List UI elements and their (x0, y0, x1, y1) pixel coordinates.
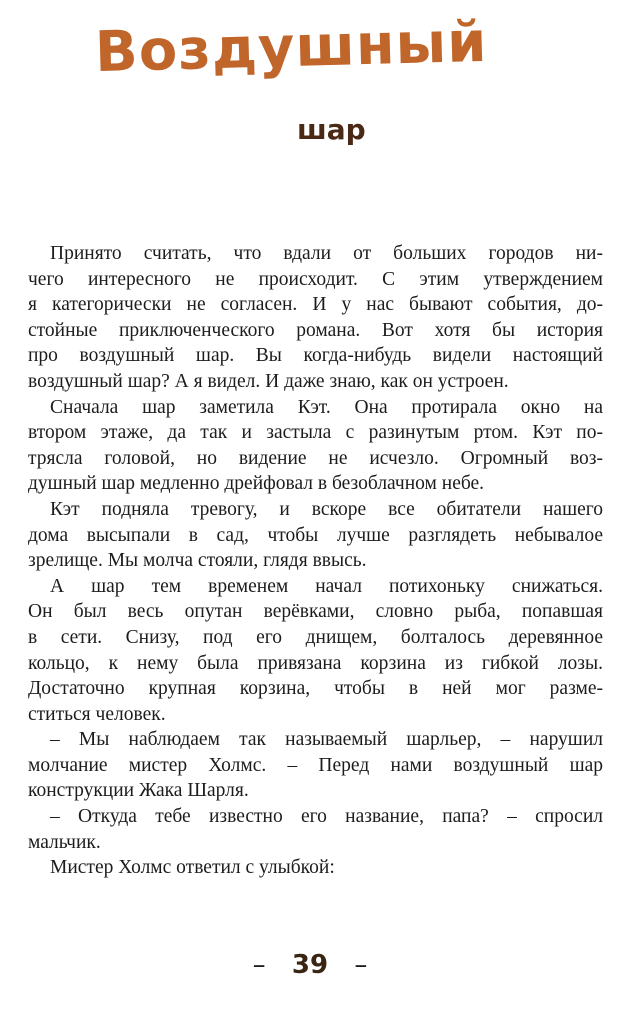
text-line: Он был весь опутан верёвками, словно рыба, попавшая (28, 601, 603, 623)
chapter-subtitle: шар (297, 113, 366, 146)
text-line: ститься человек. (28, 703, 166, 725)
text-line: про воздушный шар. Вы когда-нибудь видели настоящий (28, 345, 603, 367)
text-line: зрелище. Мы молча стояли, глядя ввысь. (28, 550, 367, 572)
text-line: втором этаже, да так и застыла с разинутым ртом. Кэт по- (28, 422, 603, 444)
page-number-value: 39 (291, 950, 329, 980)
text-line: – Откуда тебе известно его название, папа? – спросил (50, 806, 603, 828)
text-line: – Мы наблюдаем так называемый шарльер, – нарушил (50, 729, 603, 751)
text-line: воздушный шар? А я видел. И даже знаю, как он устроен. (28, 370, 509, 392)
text-line: душный шар медленно дрейфовал в безоблачном небе. (28, 473, 485, 495)
body-text (28, 241, 603, 881)
page-number-left-dash: – (252, 950, 266, 980)
page-number-right-dash: – (354, 950, 368, 980)
text-line: я категорически не согласен. И у нас бывают события, до- (28, 294, 603, 316)
text-line: Принято считать, что вдали от больших городов ни- (50, 243, 603, 264)
text-line: конструкции Жака Шарля. (28, 780, 249, 802)
text-line: Достаточно крупная корзина, чтобы в ней мог разме- (28, 678, 603, 700)
page-number (0, 950, 620, 980)
text-line: в сети. Снизу, под его днищем, болталось деревянное (28, 626, 603, 648)
text-line: мальчик. (28, 831, 101, 853)
text-line: трясла головой, но видение не исчезло. Огромный воз- (28, 447, 603, 469)
text-line: Кэт подняла тревогу, и вскоре все обитатели нашего (50, 498, 603, 520)
text-line: Сначала шар заметила Кэт. Она протирала окно на (50, 396, 603, 418)
text-line: чего интересного не происходит. С этим утверждением (28, 268, 603, 290)
text-line: Мистер Холмс ответил с улыбкой: (50, 857, 335, 879)
text-line: кольцо, к нему была привязана корзина из гибкой лозы. (28, 652, 603, 674)
text-line: дома высыпали в сад, чтобы лучше разглядеть небывалое (28, 524, 603, 546)
chapter-title: Воздушный (94, 9, 489, 86)
text-line: стойные приключенческого романа. Вот хотя бы история (28, 319, 603, 341)
text-line: молчание мистер Холмс. – Перед нами воздушный шар (28, 754, 603, 776)
text-line: А шар тем временем начал потихоньку снижаться. (50, 575, 603, 597)
